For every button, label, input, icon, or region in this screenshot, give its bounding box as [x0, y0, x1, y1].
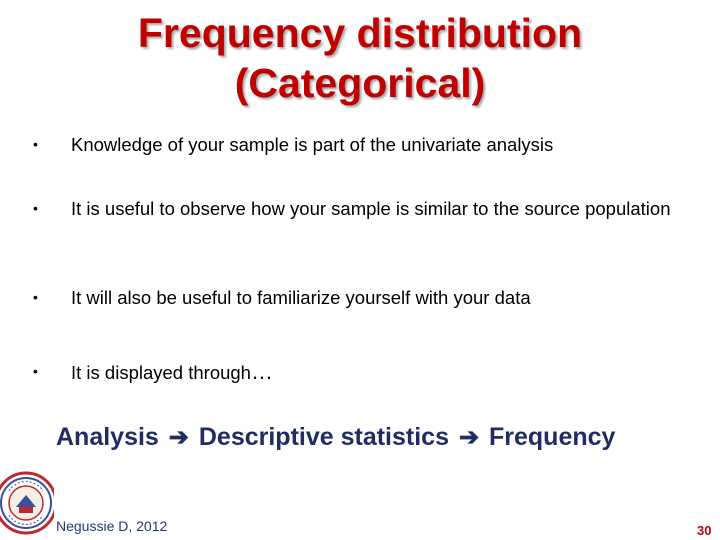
- page-number: 30: [697, 523, 712, 538]
- title-line-2: (Categorical): [234, 60, 486, 106]
- bullet-text-1: Knowledge of your sample is part of the univariate analysis: [71, 134, 554, 155]
- footer-author: Negussie D, 2012: [56, 518, 168, 534]
- bullet-text-4: It is displayed through: [71, 362, 251, 383]
- path-step-descriptive: Descriptive statistics: [198, 423, 449, 451]
- bullet-text-3: It will also be useful to familiarize yourself with your data: [71, 287, 531, 308]
- bullet-ellipsis: …: [250, 359, 274, 384]
- title-line-1: Frequency distribution: [137, 10, 583, 56]
- menu-path: [56, 423, 615, 452]
- arrow-right-icon: ➔: [458, 424, 480, 451]
- path-step-frequency: Frequency: [489, 423, 616, 451]
- bullet-marker: •: [33, 289, 38, 305]
- bullet-marker: •: [33, 200, 38, 216]
- bullet-text-4-wrap: [71, 359, 691, 385]
- bullet-marker: •: [33, 136, 38, 152]
- bullet-marker: •: [33, 363, 38, 379]
- university-seal-icon: [0, 467, 54, 539]
- arrow-right-icon: ➔: [168, 424, 189, 451]
- bullet-text-2: It is useful to observe how your sample is similar to the source population: [71, 198, 671, 219]
- path-step-analysis: Analysis: [56, 423, 159, 451]
